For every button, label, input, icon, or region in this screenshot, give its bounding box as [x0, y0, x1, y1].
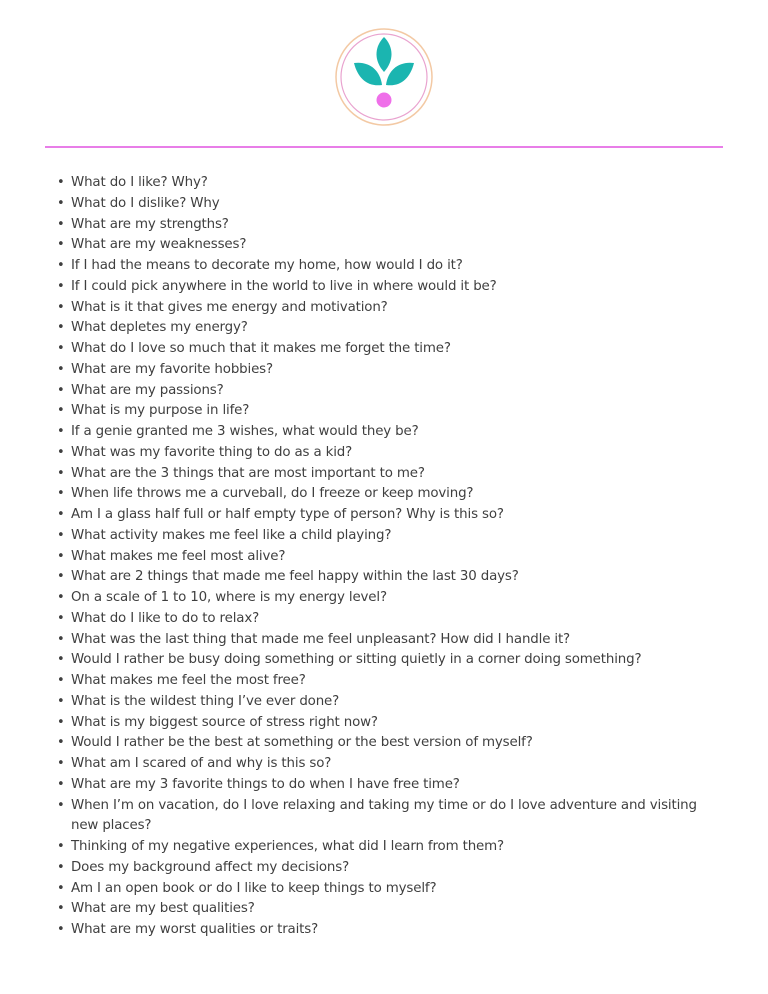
bullet-icon: • — [57, 652, 65, 668]
question-text: Would I rather be busy doing something or sitting quietly in a corner doing something? — [71, 652, 642, 668]
bullet-icon: • — [57, 673, 65, 688]
bullet-icon: • — [57, 465, 65, 481]
bullet-icon: • — [57, 382, 65, 398]
bullet-icon: • — [57, 507, 65, 522]
bullet-icon: • — [57, 258, 65, 273]
question-text: Am I an open book or do I like to keep things to myself? — [71, 880, 437, 896]
list-item — [57, 194, 711, 215]
question-text: When life throws me a curveball, do I freeze or keep moving? — [71, 486, 474, 502]
question-text: If I could pick anywhere in the world to live in where would it be? — [71, 278, 497, 294]
bullet-icon: • — [57, 693, 65, 709]
question-text: What are my passions? — [71, 382, 224, 398]
question-text: On a scale of 1 to 10, where is my energy level? — [71, 590, 387, 605]
question-text: What are my 3 favorite things to do when I have free time? — [71, 776, 460, 792]
list-item — [57, 505, 711, 526]
bullet-icon: • — [57, 922, 65, 937]
question-text: What makes me feel most alive? — [71, 548, 286, 564]
bullet-icon: • — [57, 610, 65, 626]
list-item — [57, 256, 711, 277]
bullet-icon: • — [57, 527, 65, 543]
bullet-icon: • — [57, 424, 65, 439]
list-item — [57, 609, 711, 630]
logo — [334, 27, 434, 127]
question-text: What do I dislike? Why — [71, 195, 220, 211]
question-text: If I had the means to decorate my home, how would I do it? — [71, 258, 463, 273]
bullet-icon: • — [57, 714, 65, 730]
list-item — [57, 630, 711, 651]
bullet-icon: • — [57, 237, 65, 253]
question-text: What are my favorite hobbies? — [71, 361, 273, 377]
question-text: What do I love so much that it makes me forget the time? — [71, 341, 451, 356]
bullet-icon: • — [57, 403, 65, 419]
list-item — [57, 588, 711, 609]
list-item — [57, 318, 711, 339]
list-item — [57, 796, 711, 838]
list-item — [57, 381, 711, 402]
bullet-icon: • — [57, 548, 65, 564]
question-text: What is my biggest source of stress right now? — [71, 714, 378, 730]
list-item — [57, 899, 711, 920]
question-text: What was the last thing that made me feel unpleasant? How did I handle it? — [71, 631, 571, 647]
bullet-icon: • — [57, 195, 65, 211]
question-text: What are my worst qualities or traits? — [71, 922, 319, 937]
list-item — [57, 464, 711, 485]
left-leaf — [354, 63, 382, 86]
list-item — [57, 360, 711, 381]
question-text: What are my weaknesses? — [71, 237, 247, 253]
question-text: What are the 3 things that are most important to me? — [71, 465, 425, 481]
list-item — [57, 879, 711, 900]
bullet-icon: • — [57, 839, 65, 854]
question-text: What makes me feel the most free? — [71, 673, 306, 688]
right-leaf — [386, 63, 414, 86]
bullet-icon: • — [57, 444, 65, 460]
list-item — [57, 484, 711, 505]
list-item — [57, 692, 711, 713]
bullet-icon: • — [57, 901, 65, 917]
list-item — [57, 754, 711, 775]
list-item — [57, 422, 711, 443]
list-item — [57, 339, 711, 360]
list-item — [57, 775, 711, 796]
question-text: What are 2 things that made me feel happy within the last 30 days? — [71, 569, 519, 585]
question-text: Am I a glass half full or half empty type of person? Why is this so? — [71, 507, 504, 522]
bullet-icon: • — [57, 569, 65, 585]
list-item — [57, 650, 711, 671]
divider-line — [45, 146, 723, 148]
question-text: What is my purpose in life? — [71, 403, 250, 419]
list-item — [57, 671, 711, 692]
bullet-icon: • — [57, 776, 65, 792]
question-text: What do I like to do to relax? — [71, 610, 260, 626]
bullet-icon: • — [57, 859, 65, 875]
list-item — [57, 567, 711, 588]
question-text: What am I scared of and why is this so? — [71, 756, 332, 771]
list-item — [57, 858, 711, 879]
question-text: Thinking of my negative experiences, what did I learn from them? — [71, 839, 504, 854]
bullet-icon: • — [57, 299, 65, 315]
list-item — [57, 235, 711, 256]
list-item — [57, 173, 711, 194]
question-text: What do I like? Why? — [71, 175, 208, 190]
question-text: What depletes my energy? — [71, 320, 248, 336]
list-item — [57, 443, 711, 464]
question-text: What are my best qualities? — [71, 901, 255, 917]
question-list — [57, 173, 711, 941]
bullet-icon: • — [57, 361, 65, 377]
seed-dot — [377, 93, 392, 108]
list-item — [57, 298, 711, 319]
bullet-icon: • — [57, 756, 65, 771]
list-item — [57, 837, 711, 858]
bullet-icon: • — [57, 735, 65, 751]
question-text: Does my background affect my decisions? — [71, 859, 350, 875]
question-text: What was my favorite thing to do as a kid? — [71, 444, 353, 460]
bullet-icon: • — [57, 797, 65, 813]
question-text: Would I rather be the best at something or the best version of myself? — [71, 735, 533, 751]
question-text: What is the wildest thing I’ve ever done? — [71, 693, 340, 709]
bullet-icon: • — [57, 880, 65, 896]
question-text: What are my strengths? — [71, 216, 229, 232]
sprout-icon — [334, 27, 434, 127]
list-item — [57, 920, 711, 941]
bullet-icon: • — [57, 216, 65, 232]
bullet-icon: • — [57, 631, 65, 647]
list-item — [57, 401, 711, 422]
bullet-icon: • — [57, 590, 65, 605]
bullet-icon: • — [57, 175, 65, 190]
question-text: When I’m on vacation, do I love relaxing and taking my time or do I love adventure and visiting new places? — [71, 797, 697, 834]
list-item — [57, 277, 711, 298]
question-text: What activity makes me feel like a child playing? — [71, 527, 392, 543]
question-text: If a genie granted me 3 wishes, what would they be? — [71, 424, 419, 439]
list-item — [57, 215, 711, 236]
bullet-icon: • — [57, 486, 65, 502]
question-text: What is it that gives me energy and motivation? — [71, 299, 388, 315]
bullet-icon: • — [57, 341, 65, 356]
bullet-icon: • — [57, 278, 65, 294]
center-leaf — [377, 37, 392, 72]
list-item — [57, 526, 711, 547]
bullet-icon: • — [57, 320, 65, 336]
list-item — [57, 713, 711, 734]
list-item — [57, 547, 711, 568]
list-item — [57, 733, 711, 754]
